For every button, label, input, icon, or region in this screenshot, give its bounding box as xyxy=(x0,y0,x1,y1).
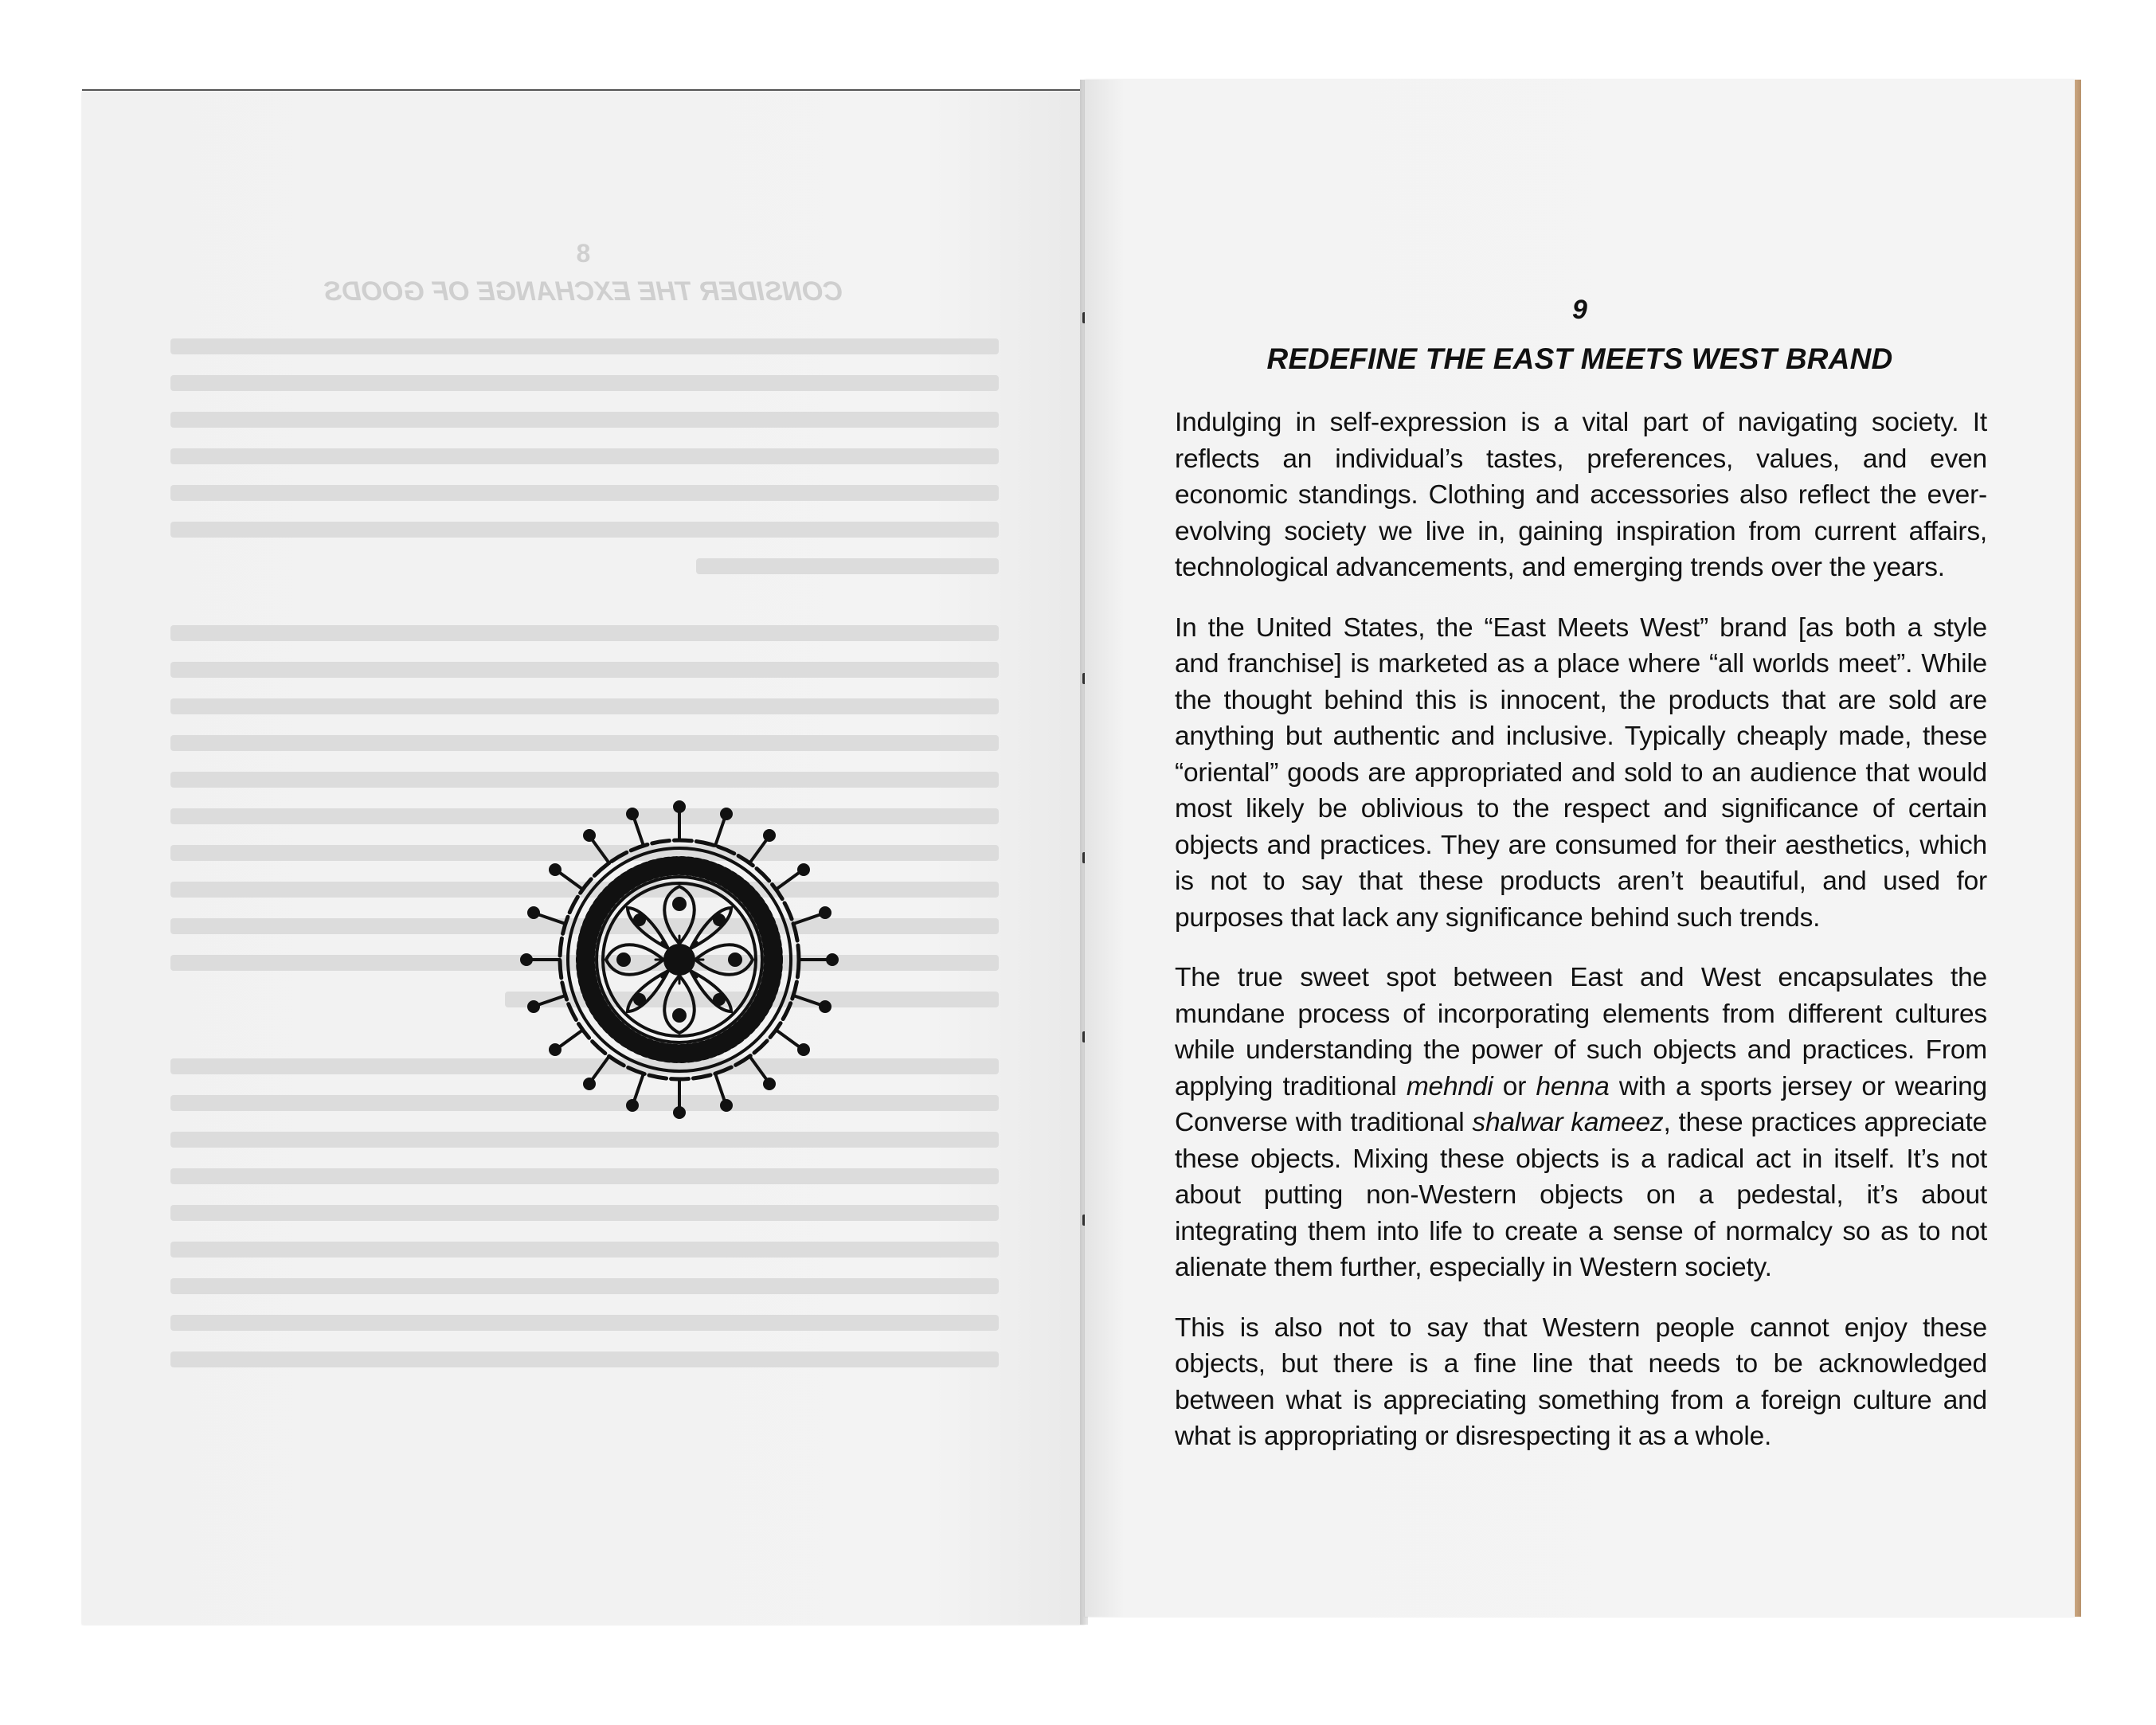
paragraph-2: In the United States, the “East Meets West” brand [as both a style and franchise] is marketed as a place where “all worlds meet”. While the thought behind this is innocent, the products that are sold are anything but authentic and inclusive. Typically cheaply made, these “oriental” goods are appropriated and sold to an audience that would most likely be oblivious to the respect and significance of certain objects and practices. They are consumed for their aesthetics, which is not to say that these products aren’t beautiful, and used for purposes that lack any significance behind such trends. xyxy=(1175,612,1987,933)
paragraph-3-part-2: or xyxy=(1493,1071,1536,1101)
paragraph-3-part-1: The true sweet spot between East and West encapsulates the mundane process of incorporating elements from different cultures while understanding the power of such objects and practices. From applying traditional xyxy=(1175,963,1987,1101)
paragraph-3 xyxy=(1175,960,1987,1286)
left-page xyxy=(82,92,1085,1625)
term-shalwar-kameez: shalwar kameez xyxy=(1472,1108,1664,1137)
paragraph-3-part-4: , these practices appreciate these objects. Mixing these objects is a radical act in itself. It’s not about putting non-Western objects on a pedestal, it’s about integrating them into life to create a sense of normalcy so as to not alienate them further, especially in Western society. xyxy=(1175,1108,1987,1282)
term-henna: henna xyxy=(1536,1071,1610,1101)
paragraph-3-part-3: with a sports jersey or wearing Converse with traditional xyxy=(1175,1071,1987,1137)
paragraph-4: This is also not to say that Western people cannot enjoy these objects, but there is a fine line that needs to be acknowledged between what is appreciating something from a foreign culture and what is appropriating or disrespecting it as a whole. xyxy=(1175,1312,1987,1451)
page-edge xyxy=(2075,80,2081,1617)
ghost-chapter-title: CONSIDER THE EXCHANGE OF GOODS xyxy=(323,276,843,307)
body-text xyxy=(1175,405,1987,1479)
page-number: 9 xyxy=(1572,295,1587,325)
chapter-title: REDEFINE THE EAST MEETS WEST BRAND xyxy=(1266,342,1893,375)
page-top-edge xyxy=(82,89,1085,91)
ghost-page-number: 8 xyxy=(576,239,591,268)
paragraph-1: Indulging in self-expression is a vital part of navigating society. It reflects an individual’s tastes, preferences, values, and even economic standings. Clothing and accessories also reflect the ever-evolving society we live in, gaining inspiration from current affairs, technological advancements, and emerging trends over the years. xyxy=(1175,408,1987,582)
right-page xyxy=(1085,80,2075,1617)
term-mehndi: mehndi xyxy=(1406,1071,1493,1101)
mandala-flower-icon xyxy=(512,792,847,1127)
